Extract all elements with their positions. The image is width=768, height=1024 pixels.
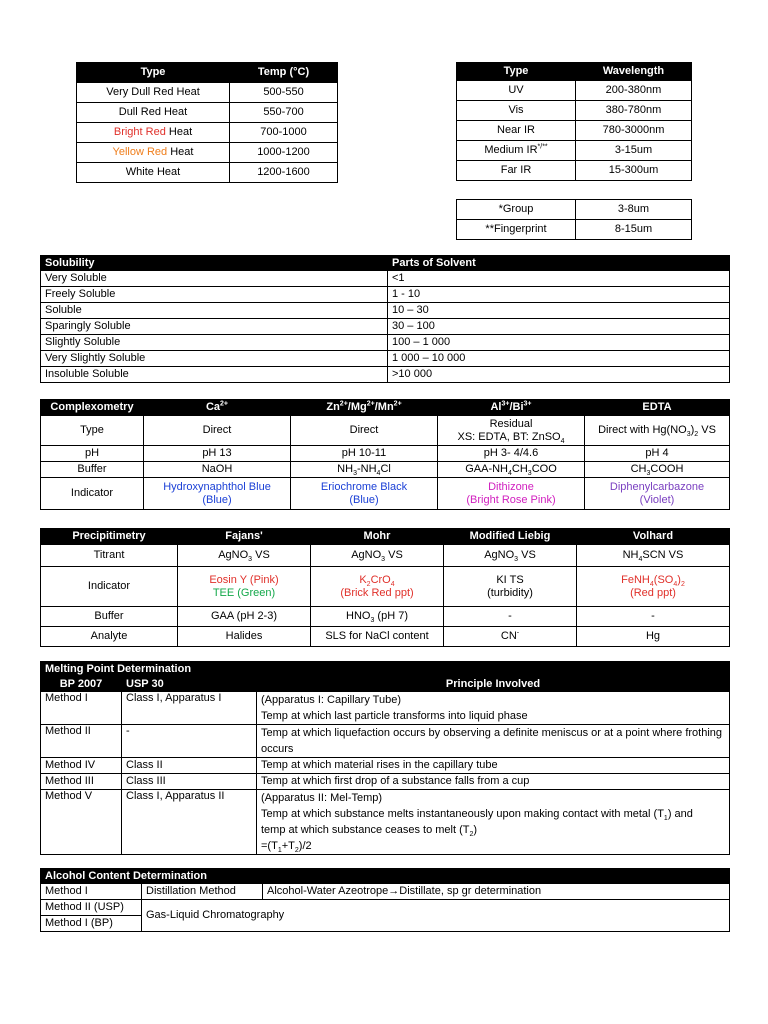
titrant-value	[577, 545, 730, 567]
formula-sub: 3	[370, 617, 375, 625]
usp-class: -	[122, 725, 257, 758]
formula-sub: 3	[248, 556, 253, 564]
heat-temp: 700-1000	[230, 123, 338, 143]
formula-part: NH	[337, 463, 354, 475]
bp-method: Method III	[41, 774, 122, 790]
ir-region-value: 8-15um	[576, 220, 692, 240]
formula-part: AgNO	[351, 549, 382, 561]
alcohol-technique: Distillation Method	[142, 884, 263, 900]
formula-part: )	[690, 424, 695, 436]
bp-method: Method IV	[41, 758, 122, 774]
alcohol-method: Method II (USP)	[41, 900, 142, 916]
solubility-table	[40, 255, 730, 383]
ph-value: pH 13	[144, 446, 291, 462]
solubility-parts: 30 – 100	[388, 319, 730, 335]
ion-charge: 2+	[393, 400, 402, 408]
solubility-parts: 1 - 10	[388, 287, 730, 303]
formula-part: XS: EDTA, BT: ZnSO	[457, 430, 561, 443]
indicator-color: (Blue)	[202, 493, 232, 506]
solubility-header: Solubility	[41, 256, 388, 271]
complexometry-table	[40, 399, 730, 510]
complexometry-header: Complexometry	[41, 400, 144, 416]
heat-table	[76, 62, 338, 183]
ion-label: /Mn	[374, 401, 394, 413]
formula-sub: 2	[469, 831, 474, 839]
analyte-liebig	[444, 627, 577, 647]
indicator-color: (turbidity)	[487, 586, 533, 599]
wave-type-text: Medium IR	[484, 144, 538, 156]
formula-sub: 4	[560, 437, 565, 445]
ion-label: Al	[490, 401, 502, 413]
wave-type: Far IR	[457, 161, 576, 181]
type-ca: Direct	[144, 416, 291, 446]
type-al	[438, 416, 585, 446]
formula-part: HNO	[346, 610, 371, 622]
liebig-header: Modified Liebig	[444, 529, 577, 545]
heat-type: Very Dull Red Heat	[77, 83, 230, 103]
wave-value: 380-780nm	[576, 101, 692, 121]
row-label: Type	[41, 416, 144, 446]
wave-type: Vis	[457, 101, 576, 121]
formula-part: =(T	[261, 840, 278, 852]
formula-sub: 4	[508, 470, 512, 478]
formula-part: VS	[518, 549, 536, 561]
analyte-volhard: Hg	[577, 627, 730, 647]
melting-title: Melting Point Determination	[41, 662, 730, 677]
wavelength-table	[456, 62, 692, 181]
buffer-volhard: -	[577, 607, 730, 627]
row-label: Analyte	[41, 627, 178, 647]
type-al-line2	[442, 431, 580, 444]
indicator-name: KI TS	[496, 573, 524, 586]
formula-part: FeNH	[621, 573, 650, 586]
indicator-fajans	[178, 567, 311, 607]
principle-part: Alcohol-Water Azeotrope	[267, 885, 389, 897]
row-label: Indicator	[41, 567, 178, 607]
solubility-parts: >10 000	[388, 367, 730, 383]
solubility-term: Slightly Soluble	[41, 335, 388, 351]
ir-region-label: *Group	[457, 200, 576, 220]
volhard-header: Volhard	[577, 529, 730, 545]
indicator-al	[438, 478, 585, 510]
formula-sub: 1	[663, 815, 668, 823]
ion-label: Zn	[326, 401, 340, 413]
formula-part: COOH	[650, 463, 684, 475]
arrow-icon: →	[388, 885, 400, 897]
formula-part: +T	[281, 840, 295, 852]
formula-part: CH	[511, 463, 528, 475]
heat-type: White Heat	[77, 163, 230, 183]
formula-sub: 2	[366, 580, 371, 588]
formula-sub: 3	[686, 431, 691, 439]
row-label: Titrant	[41, 545, 178, 567]
usp-class: Class II	[122, 758, 257, 774]
indicator-name: Eosin Y (Pink)	[209, 573, 279, 586]
principle	[257, 790, 730, 855]
formula-part: VS	[252, 549, 270, 561]
ion-label: /Bi	[509, 401, 524, 413]
indicator-color: (Red ppt)	[630, 586, 676, 599]
principle: Temp at which first drop of a substance falls from a cup	[257, 774, 730, 790]
heat-color-word: Bright Red	[113, 126, 166, 138]
type-edta	[585, 416, 730, 446]
heat-color-word: Yellow Red	[112, 146, 168, 158]
wave-header-type: Type	[457, 63, 576, 81]
formula-sub: 4	[673, 580, 678, 588]
fajans-header: Fajans'	[178, 529, 311, 545]
principle-line	[261, 822, 725, 838]
wave-type-sup: */**	[537, 143, 548, 151]
indicator-color: (Violet)	[639, 493, 675, 506]
ion-charge: 2+	[339, 400, 348, 408]
formula-sub: 4	[390, 580, 395, 588]
principle-line: (Apparatus I: Capillary Tube)	[261, 694, 402, 706]
heat-type: Dull Red Heat	[77, 103, 230, 123]
indicator-volhard	[577, 567, 730, 607]
ion-label: Ca	[205, 401, 221, 413]
formula-sub: 2	[680, 580, 685, 588]
usp-class: Class I, Apparatus II	[122, 790, 257, 855]
formula-part: AgNO	[218, 549, 249, 561]
ph-value: pH 4	[585, 446, 730, 462]
ph-value: pH 10-11	[291, 446, 438, 462]
ion-charge: 2+	[366, 400, 375, 408]
principle	[257, 692, 730, 725]
alcohol-method: Method I (BP)	[41, 916, 142, 932]
edta-header: EDTA	[585, 400, 730, 416]
buffer-ca: NaOH	[144, 462, 291, 478]
ca-header	[144, 400, 291, 416]
ph-value: pH 3- 4/4.6	[438, 446, 585, 462]
buffer-mohr	[311, 607, 444, 627]
analyte-fajans: Halides	[178, 627, 311, 647]
solubility-parts: <1	[388, 271, 730, 287]
solubility-term: Very Soluble	[41, 271, 388, 287]
formula-part: CH	[630, 463, 647, 475]
wave-value: 200-380nm	[576, 81, 692, 101]
melting-point-table	[40, 661, 730, 855]
usp-class: Class I, Apparatus I	[122, 692, 257, 725]
ion-label: /Mg	[347, 401, 367, 413]
formula-sub: 3	[353, 470, 357, 478]
solubility-parts: 10 – 30	[388, 303, 730, 319]
principle-header: Principle Involved	[257, 677, 730, 692]
ir-region-label: **Fingerprint	[457, 220, 576, 240]
indicator-name	[315, 574, 439, 587]
formula-sub: 3	[514, 556, 519, 564]
alcohol-technique: Gas-Liquid Chromatography	[142, 900, 730, 932]
formula-sub: 4	[376, 470, 381, 478]
analyte-mohr: SLS for NaCl content	[311, 627, 444, 647]
indicator-name: Dithizone	[488, 480, 534, 493]
usp-class: Class III	[122, 774, 257, 790]
formula-sub: 3	[381, 556, 386, 564]
heat-type-suffix: Heat	[165, 126, 193, 138]
precipitimetry-header: Precipitimetry	[41, 529, 178, 545]
al-bi-header	[438, 400, 585, 416]
type-zn: Direct	[291, 416, 438, 446]
formula-part: CrO	[370, 573, 391, 586]
heat-type	[77, 123, 230, 143]
principle: Temp at which liquefaction occurs by observing a definite meniscus or at a point where frothing occurs	[257, 725, 730, 758]
parts-header: Parts of Solvent	[388, 256, 730, 271]
formula-part: )	[473, 824, 478, 836]
formula-part: -NH	[356, 463, 377, 475]
indicator-edta	[585, 478, 730, 510]
formula-sub: 4	[649, 580, 654, 588]
alcohol-method: Method I	[41, 884, 142, 900]
bp-header: BP 2007	[41, 677, 122, 692]
wave-type: UV	[457, 81, 576, 101]
formula-part: AgNO	[484, 549, 515, 561]
wave-type: Near IR	[457, 121, 576, 141]
ion-charge: 3+	[501, 400, 510, 408]
wave-value: 3-15um	[576, 141, 692, 161]
formula-part: )/2	[298, 840, 312, 852]
buffer-al	[438, 462, 585, 478]
heat-header-temp: Temp (°C)	[230, 63, 338, 83]
heat-temp: 550-700	[230, 103, 338, 123]
titrant-value	[311, 545, 444, 567]
formula-part: ) and	[667, 808, 693, 820]
indicator-name	[581, 574, 725, 587]
precipitimetry-table	[40, 528, 730, 647]
ir-region-table	[456, 199, 692, 240]
row-label: pH	[41, 446, 144, 462]
formula-sub: 2	[694, 431, 699, 439]
usp-header: USP 30	[122, 677, 257, 692]
indicator-name: Eriochrome Black	[320, 480, 408, 493]
formula-sub: 3	[527, 470, 532, 478]
heat-header-type: Type	[77, 63, 230, 83]
principle-part: Distillate, sp gr determination	[399, 885, 542, 897]
titrant-value	[444, 545, 577, 567]
formula-part: COO	[531, 463, 557, 475]
type-al-line1: Residual	[489, 417, 533, 430]
mohr-header: Mohr	[311, 529, 444, 545]
indicator-liebig	[444, 567, 577, 607]
bp-method: Method I	[41, 692, 122, 725]
formula-part: Direct with Hg(NO	[598, 424, 687, 436]
buffer-liebig: -	[444, 607, 577, 627]
indicator-color: (Bright Rose Pink)	[466, 493, 556, 506]
titrant-value	[178, 545, 311, 567]
buffer-zn	[291, 462, 438, 478]
zn-mg-mn-header	[291, 400, 438, 416]
row-label: Buffer	[41, 607, 178, 627]
row-label: Indicator	[41, 478, 144, 510]
alcohol-table	[40, 868, 730, 932]
formula-sub: 1	[277, 847, 282, 855]
formula-part: VS	[698, 424, 716, 436]
formula-sub: 3	[646, 470, 651, 478]
formula-part: GAA-NH	[465, 463, 508, 475]
indicator-zn	[291, 478, 438, 510]
wave-header-wavelength: Wavelength	[576, 63, 692, 81]
heat-temp: 1200-1600	[230, 163, 338, 183]
solubility-parts: 100 – 1 000	[388, 335, 730, 351]
principle-line	[261, 838, 725, 854]
formula-part: )	[677, 573, 681, 586]
wave-value: 15-300um	[576, 161, 692, 181]
ion-charge: -	[516, 629, 520, 637]
wave-value: 780-3000nm	[576, 121, 692, 141]
formula-part: Cl	[380, 463, 391, 475]
indicator-color: (Blue)	[349, 493, 379, 506]
indicator-name: TEE (Green)	[212, 586, 276, 599]
solubility-term: Sparingly Soluble	[41, 319, 388, 335]
principle-line	[261, 806, 725, 822]
indicator-color: (Brick Red ppt)	[340, 586, 414, 599]
ion-charge: 3+	[523, 400, 532, 408]
formula-part: NH	[622, 549, 639, 561]
indicator-mohr	[311, 567, 444, 607]
wave-type	[457, 141, 576, 161]
formula-part: (SO	[653, 573, 674, 586]
indicator-ca	[144, 478, 291, 510]
alcohol-principle	[263, 884, 730, 900]
ir-region-value: 3-8um	[576, 200, 692, 220]
solubility-term: Soluble	[41, 303, 388, 319]
formula-sub: 4	[638, 556, 643, 564]
indicator-name: Hydroxynaphthol Blue	[163, 480, 271, 493]
formula-part: Temp at which substance melts instantaneously upon making contact with metal (T	[261, 808, 664, 820]
formula-sub: 2	[294, 847, 299, 855]
principle-line: (Apparatus II: Mel-Temp)	[261, 792, 383, 804]
indicator-name: Diphenylcarbazone	[609, 480, 705, 493]
bp-method: Method V	[41, 790, 122, 855]
heat-temp: 1000-1200	[230, 143, 338, 163]
formula-part: (pH 7)	[374, 610, 408, 622]
principle: Temp at which material rises in the capillary tube	[257, 758, 730, 774]
formula-part: VS	[385, 549, 403, 561]
solubility-term: Very Slightly Soluble	[41, 351, 388, 367]
solubility-term: Freely Soluble	[41, 287, 388, 303]
solubility-term: Insoluble Soluble	[41, 367, 388, 383]
solubility-parts: 1 000 – 10 000	[388, 351, 730, 367]
buffer-edta	[585, 462, 730, 478]
heat-type	[77, 143, 230, 163]
buffer-fajans: GAA (pH 2-3)	[178, 607, 311, 627]
row-label: Buffer	[41, 462, 144, 478]
formula-part: CN	[500, 630, 517, 642]
formula-part: temp at which substance ceases to melt (T	[261, 824, 470, 836]
ion-charge: 2+	[220, 400, 229, 408]
heat-temp: 500-550	[230, 83, 338, 103]
formula-part: SCN VS	[642, 549, 684, 561]
formula-part: K	[359, 573, 367, 586]
principle-line: Temp at which last particle transforms into liquid phase	[261, 710, 528, 722]
heat-type-suffix: Heat	[167, 146, 194, 158]
alcohol-title: Alcohol Content Determination	[41, 869, 730, 884]
bp-method: Method II	[41, 725, 122, 758]
